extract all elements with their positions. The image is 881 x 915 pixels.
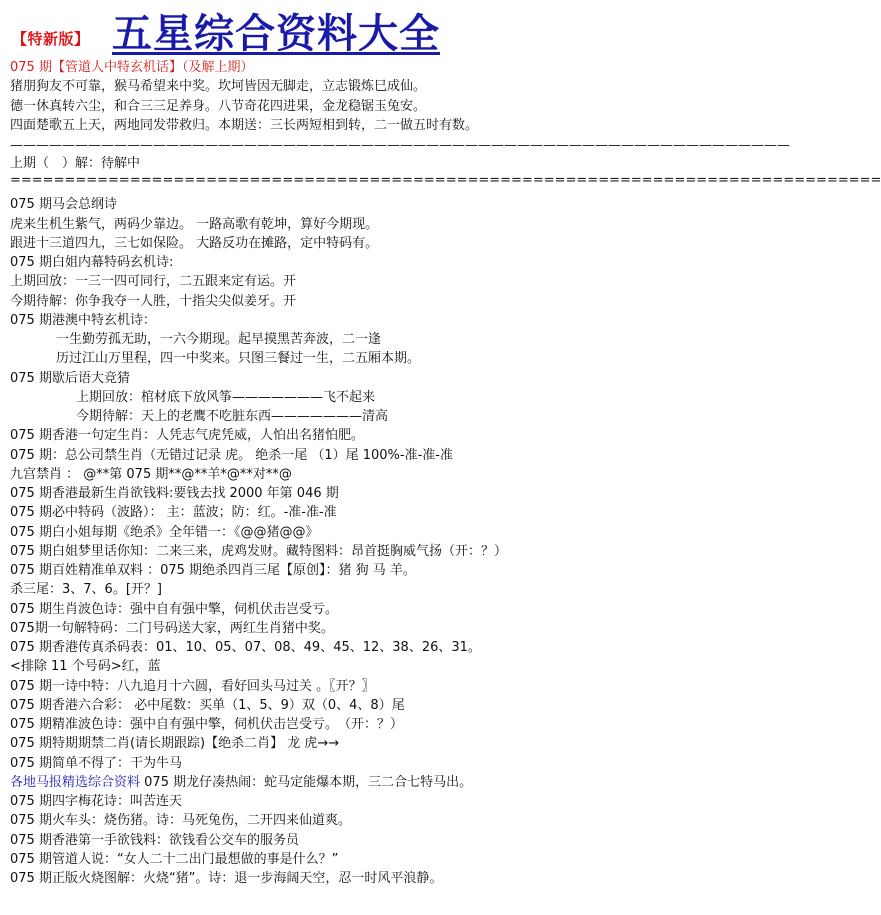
poem-line: 四面楚歌五上天，两地同发带救归。本期送：三长两短相到转，二一做五时有数。 [10, 117, 479, 133]
section-heading: 075 期【管道人中特玄机话】（及解上期） [10, 60, 254, 75]
text-line: 075 期香港传真杀码表：01、10、05、07、08、49、45、12、38、26、31。 [10, 640, 481, 655]
text-line: 075 期特期期禁二肖(请长期跟踪)【绝杀二肖】 龙 虎→→ [10, 736, 340, 752]
text-line: 075 期香港第一手欲钱料：欲钱看公交车的服务员 [10, 832, 299, 848]
content [10, 58, 881, 888]
header [0, 0, 702, 60]
dash-separator: ———————————————————————————————————————————————————————————— [10, 138, 790, 153]
text-line: 075 期精准波色诗：强中自有强中擎，伺机伏击岂受亏。 （开：？） [10, 717, 403, 732]
text-line: 075 期正版火烧图解：火烧“猪”。诗：退一步海阔天空，忍一时风平浪静。 [10, 871, 443, 886]
text-line: 075 期四字梅花诗：叫苦连天 [10, 794, 182, 809]
text-line: 075 期香港一句定生肖：人凭志气虎凭威，人怕出名猪怕肥。 [10, 428, 364, 444]
text-line: 075 期简单不得了：干为牛马 [10, 755, 182, 771]
indented-line: 一生勤劳孤无助，一六今期现。起早摸黑苦奔波，二一逢 [56, 332, 382, 347]
text-line: 075 期马会总纲诗 [10, 197, 117, 213]
indented-line: 历过江山万里程，四一中奖来。只图三餐过一生，二五厢本期。 [56, 351, 421, 367]
text-line: 075 期香港六合彩： 必中尾数：买单（1、5、9）双（0、4、8）尾 [10, 697, 405, 713]
text-line: 075 期香港最新生肖欲钱料:要钱去找 2000 年第 046 期 [10, 486, 339, 501]
text-line: 075 期歇后语大竞猜 [10, 370, 130, 386]
page-title: 五星综合资料大全 [112, 10, 440, 57]
text-line: 075 期白小姐每期《绝杀》全年错一：《@@猪@@》 [10, 524, 319, 540]
blue-suffix: 075 期龙仔凑热闹：蛇马定能爆本期，三二合七特马出。 [140, 774, 473, 790]
text-line: 075 期港澳中特玄机诗： [10, 312, 156, 328]
text-line: 075 期白姐内幕特码玄机诗: [10, 255, 174, 270]
blue-prefix: 各地马报精选综合资料 [10, 774, 141, 790]
edition-badge: 【特新版】 [12, 30, 90, 48]
text-line: 上期回放：一三一四可同行，二五跟来定有运。开 [10, 274, 297, 290]
text-line: 今期待解：你争我夺一人胜，十指尖尖似姜牙。开 [10, 293, 297, 309]
text-line: 075 期生肖波色诗：强中自有强中擎，伺机伏击岂受亏。 [10, 601, 338, 617]
text-line: 075 期百姓精准单双料 ：075 期绝杀四肖三尾【原创】：猪 狗 马 羊。 [10, 563, 416, 578]
blue-line [10, 773, 696, 792]
indented-line: 今期待解：天上的老鹰不吃脏东西———————清高 [76, 409, 389, 424]
text-line: 九宫禁肖 ： @**第 075 期**@**羊*@**对**@ [10, 466, 292, 482]
text-line: 杀三尾：3、7、6。[开？] [10, 582, 162, 598]
text-line: <排除 11 个号码>红，蓝 [10, 659, 161, 675]
text-line: 075期一句解特码：二门号码送大家，两红生肖猪中奖。 [10, 620, 334, 636]
text-line: 075 期管道人说：“女人二十二出门最想做的事是什么？” [10, 851, 339, 867]
text-line: 075 期必中特码（波路）： 主：蓝波；防：红。-准-准-准 [10, 505, 337, 521]
text-line: 跟进十三道四九，三七如保险。 大路反功在摊路，定中特码有。 [10, 235, 379, 251]
text-line: 075 期火车头：烧伤猪。诗：马死兔伤，二开四来仙道爽。 [10, 813, 351, 829]
indented-line: 上期回放：棺材底下放风筝———————飞不起来 [76, 389, 376, 405]
poem-line: 德一休真转六尘，和合三三足养身。八节奇花四进果，金龙稳锯玉兔安。 [10, 98, 427, 114]
text-line: 075 期：总公司禁生肖（无错过记录 虎。 绝杀一尾 （1）尾 100%-准-准-准 [10, 447, 453, 463]
prev-answer: 上期（ ）解：待解中 [10, 156, 141, 171]
equals-separator: ================================================================================ [10, 173, 881, 189]
text-line: 075 期白姐梦里话你知：二来三来，虎鸡发财。藏特图料：昂首挺胸威气扬（开：？） [10, 543, 507, 559]
poem-line: 猪朋狗友不可靠，猴马希望来中奖。坎坷皆因无脚走，立志锻炼巳成仙。 [10, 79, 427, 95]
text-line: 075 期一诗中特：八九追月十六圆，看好回头马过关 。〖开？〗 [10, 678, 375, 694]
text-line: 虎来生机生紫气，两码少靠边。 一路高歌有乾坤，算好今期现。 [10, 216, 379, 232]
